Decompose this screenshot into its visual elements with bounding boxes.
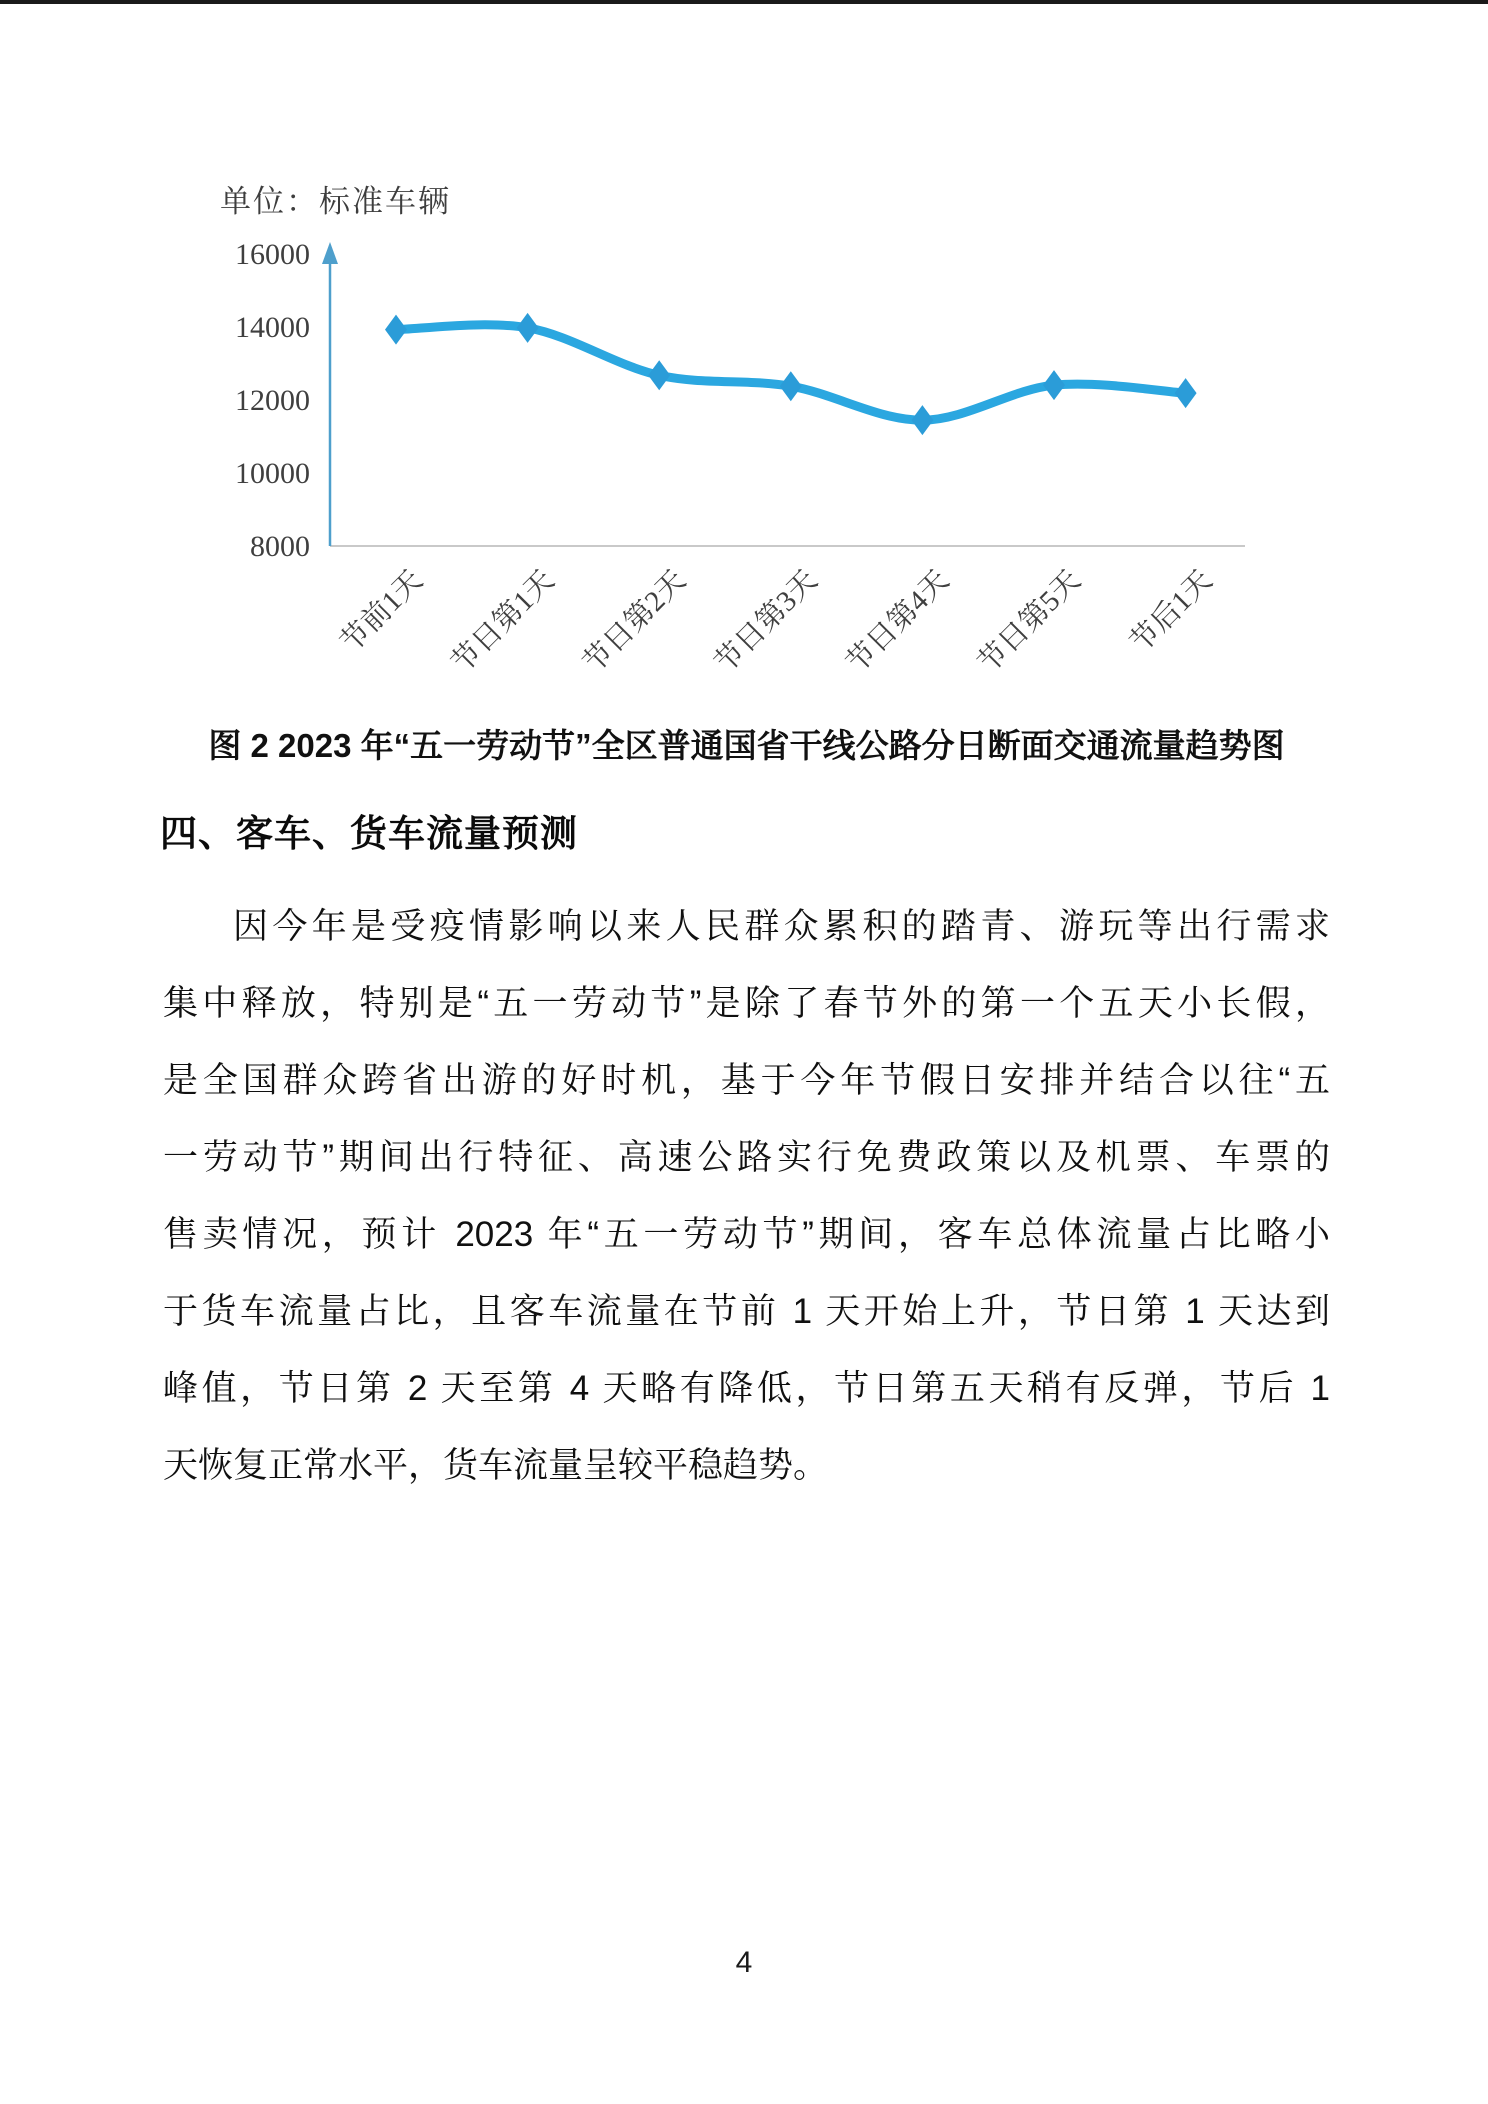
y-tick-label: 16000 (235, 238, 310, 271)
x-tick-label: 节日第2天 (577, 564, 693, 680)
x-tick-label: 节日第5天 (972, 564, 1087, 680)
y-tick-label: 14000 (235, 311, 310, 344)
data-point-marker (385, 315, 407, 345)
x-tick-label: 节日第1天 (445, 564, 561, 680)
x-tick-label: 节日第4天 (840, 564, 956, 680)
body-paragraph (163, 888, 1330, 1504)
paragraph-line: 集中释放，特别是“五一劳动节”是除了春节外的第一个五天小长假， (163, 984, 1330, 1023)
paragraph-line: 于货车流量占比，且客车流量在节前 1 天开始上升，节日第 1 天达到 (163, 1292, 1330, 1331)
paragraph-line: 峰值，节日第 2 天至第 4 天略有降低，节日第五天稍有反弹，节后 1 (163, 1369, 1330, 1408)
data-point-marker (780, 371, 802, 401)
section-heading: 四、客车、货车流量预测 (160, 813, 578, 854)
data-point-marker (1043, 370, 1065, 400)
paragraph-line: 售卖情况，预计 2023 年“五一劳动节”期间，客车总体流量占比略小 (163, 1215, 1330, 1254)
x-tick-label: 节日第3天 (708, 564, 824, 680)
paragraph-line: 一劳动节”期间出行特征、高速公路实行免费政策以及机票、车票的 (163, 1138, 1330, 1177)
y-tick-label: 8000 (250, 530, 310, 563)
paragraph-line: 是全国群众跨省出游的好时机，基于今年节假日安排并结合以往“五 (163, 1061, 1330, 1100)
traffic-trend-line-chart (140, 230, 1300, 710)
y-tick-label: 10000 (235, 457, 310, 490)
paragraph-line: 因今年是受疫情影响以来人民群众累积的踏青、游玩等出行需求 (233, 907, 1330, 946)
y-tick-label: 12000 (235, 384, 310, 417)
data-point-marker (1175, 378, 1197, 408)
data-point-marker (517, 313, 539, 343)
page-top-border (0, 0, 1488, 4)
figure-caption: 图 2 2023 年“五一劳动节”全区普通国省干线公路分日断面交通流量趋势图 (208, 727, 1285, 764)
y-axis-arrow-icon (322, 242, 338, 264)
x-tick-label: 节前1天 (334, 564, 429, 659)
x-tick-label: 节后1天 (1124, 564, 1219, 659)
paragraph-line: 天恢复正常水平，货车流量呈较平稳趋势。 (163, 1446, 829, 1485)
data-point-marker (911, 405, 933, 435)
data-point-marker (648, 360, 670, 390)
page-number: 4 (735, 1946, 753, 1979)
chart-unit-label: 单位：标准车辆 (220, 184, 451, 219)
